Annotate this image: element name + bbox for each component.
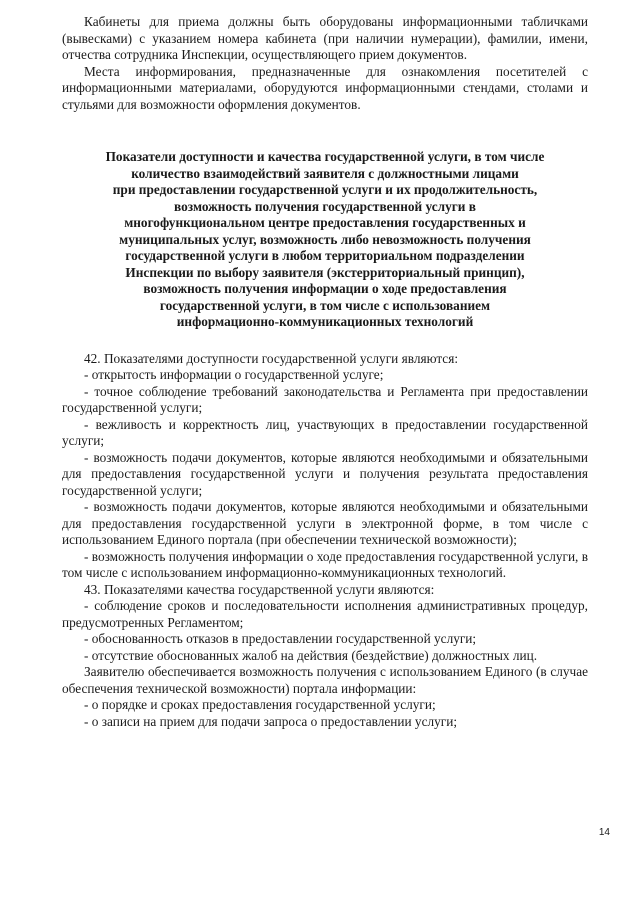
intro-section bbox=[62, 14, 588, 113]
list-item: - вежливость и корректность лиц, участвующих в предоставлении государственной услуги; bbox=[62, 416, 588, 448]
list-item: - возможность подачи документов, которые являются необходимыми и обязательными для предоставления государственной услуги в электронной форме, в том числе с использованием Единого портала (при обеспечении технической возможности); bbox=[62, 499, 588, 547]
heading-line: информационно-коммуникационных технологий bbox=[176, 314, 474, 329]
paragraph: 42. Показателями доступности государственной услуги являются: bbox=[84, 350, 459, 366]
list-item: - точное соблюдение требований законодательства и Регламента при предоставлении государственной услуги; bbox=[62, 383, 588, 415]
paragraph: 43. Показателями качества государственной услуги являются: bbox=[84, 581, 435, 597]
list-item: - соблюдение сроков и последовательности исполнения административных процедур, предусмотренных Регламентом; bbox=[62, 598, 588, 630]
heading-line: возможность получения государственной услуги в bbox=[174, 198, 476, 214]
heading-line: государственной услуги в любом территориальном подразделении bbox=[125, 248, 525, 263]
paragraph: Заявителю обеспечивается возможность получения с использованием Единого (в случае обеспечения технической возможности) портала информации: bbox=[62, 664, 588, 696]
paragraph: Кабинеты для приема должны быть оборудованы информационными табличками (вывесками) с указанием номера кабинета (при наличии нумерации), фамилии, имени, отчества сотрудника Инспекции, осуществляющего прием документов. bbox=[62, 14, 588, 62]
paragraph: Места информирования, предназначенные для ознакомления посетителей с информационными материалами, оборудуются информационными стендами, столами и стульями для возможности оформления документов. bbox=[62, 63, 588, 112]
heading-line: возможность получения информации о ходе предоставления bbox=[143, 281, 507, 296]
list-item: - отсутствие обоснованных жалоб на действия (бездействие) должностных лиц. bbox=[84, 647, 538, 663]
heading-line: государственной услуги, в том числе с использованием bbox=[159, 297, 491, 313]
list-item: - возможность подачи документов, которые являются необходимыми и обязательными для предоставления государственной услуги и получения результата предоставления государственной услуги; bbox=[62, 449, 588, 498]
heading-line: при предоставлении государственной услуги и их продолжительность, bbox=[112, 182, 538, 197]
list-item: - о записи на прием для подачи запроса о предоставлении услуги; bbox=[84, 713, 458, 729]
heading-line: муниципальных услуг, возможность либо невозможность получения bbox=[119, 231, 531, 247]
heading-line: Показатели доступности и качества государственной услуги, в том числе bbox=[105, 149, 545, 164]
heading-line: многофункциональном центре предоставления государственных и bbox=[124, 215, 526, 230]
body-section bbox=[62, 351, 588, 731]
page-number: 14 bbox=[598, 827, 610, 838]
list-item: - открытость информации о государственной услуге; bbox=[84, 367, 384, 382]
list-item: - возможность получения информации о ходе предоставления государственной услуги, в том числе с использованием информационно-коммуникационных технологий. bbox=[62, 548, 588, 580]
section-heading bbox=[62, 149, 588, 331]
page-content bbox=[62, 14, 588, 730]
heading-line: количество взаимодействий заявителя с должностными лицами bbox=[131, 165, 519, 181]
list-item: - обоснованность отказов в предоставлении государственной услуги; bbox=[84, 631, 477, 646]
heading-line: Инспекции по выбору заявителя (экстерриториальный принцип), bbox=[125, 264, 525, 280]
list-item: - о порядке и сроках предоставления государственной услуги; bbox=[84, 697, 436, 712]
